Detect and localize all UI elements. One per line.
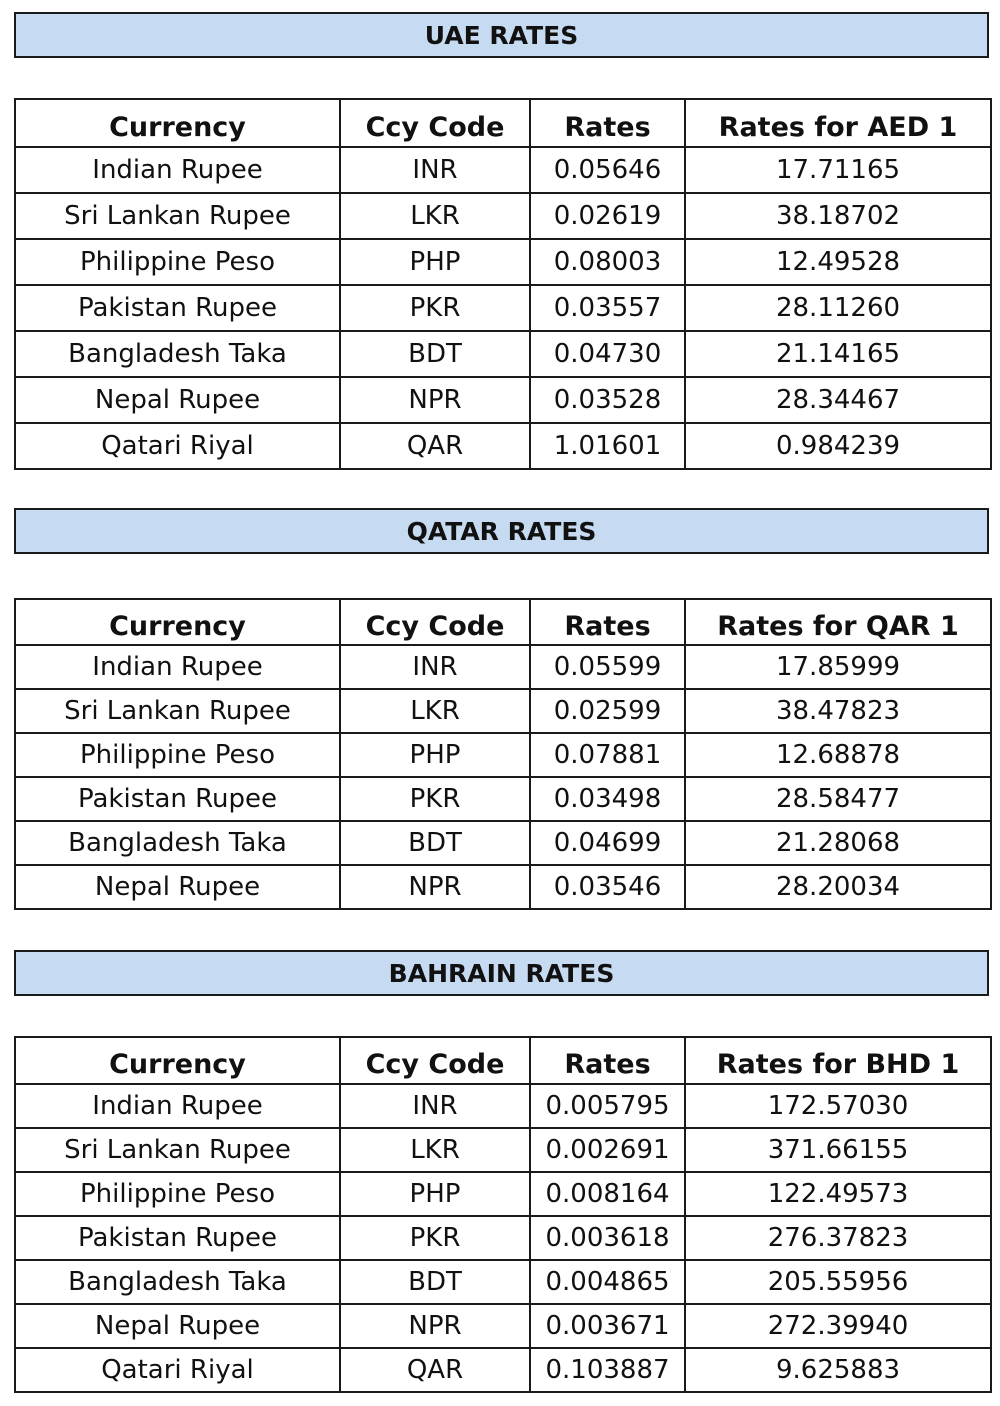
ccy-code: PHP: [340, 1172, 530, 1216]
table-row: [15, 645, 991, 689]
ccy-code: PKR: [340, 1216, 530, 1260]
rate-value: 0.07881: [530, 733, 685, 777]
rate-for-value: 371.66155: [685, 1128, 991, 1172]
currency-name: Sri Lankan Rupee: [15, 193, 340, 239]
table-row: [15, 865, 991, 909]
rate-for-value: 0.984239: [685, 423, 991, 469]
currency-name: Nepal Rupee: [15, 1304, 340, 1348]
currency-name: Bangladesh Taka: [15, 331, 340, 377]
uae-rates-table: [14, 98, 992, 470]
ccy-code: NPR: [340, 377, 530, 423]
table-row: [15, 1304, 991, 1348]
table-row: [15, 1348, 991, 1392]
rate-for-value: 38.18702: [685, 193, 991, 239]
currency-name: Philippine Peso: [15, 239, 340, 285]
ccy-code: BDT: [340, 331, 530, 377]
rate-for-value: 28.11260: [685, 285, 991, 331]
ccy-code: INR: [340, 147, 530, 193]
bahrain-rates-table: [14, 1036, 992, 1393]
ccy-code: PHP: [340, 239, 530, 285]
ccy-code: NPR: [340, 865, 530, 909]
currency-name: Bangladesh Taka: [15, 821, 340, 865]
rate-value: 0.02599: [530, 689, 685, 733]
rate-for-value: 17.85999: [685, 645, 991, 689]
table-row: [15, 1128, 991, 1172]
ccy-code: LKR: [340, 193, 530, 239]
table-header-row: [15, 599, 991, 645]
currency-name: Pakistan Rupee: [15, 1216, 340, 1260]
rate-value: 0.03528: [530, 377, 685, 423]
rate-for-value: 38.47823: [685, 689, 991, 733]
ccy-code: BDT: [340, 821, 530, 865]
rate-for-value: 12.68878: [685, 733, 991, 777]
currency-name: Nepal Rupee: [15, 377, 340, 423]
rate-for-value: 28.34467: [685, 377, 991, 423]
rate-for-value: 12.49528: [685, 239, 991, 285]
rate-for-value: 17.71165: [685, 147, 991, 193]
table-row: [15, 1216, 991, 1260]
rate-value: 0.005795: [530, 1084, 685, 1128]
ccy-code: QAR: [340, 1348, 530, 1392]
table-row: [15, 1172, 991, 1216]
rate-value: 0.03546: [530, 865, 685, 909]
rate-value: 0.04699: [530, 821, 685, 865]
table-row: [15, 147, 991, 193]
rate-value: 0.03498: [530, 777, 685, 821]
uae-rates-title: UAE RATES: [14, 12, 989, 58]
rate-value: 0.004865: [530, 1260, 685, 1304]
rate-for-value: 21.14165: [685, 331, 991, 377]
ccy-code: INR: [340, 645, 530, 689]
rate-for-value: 272.39940: [685, 1304, 991, 1348]
currency-name: Philippine Peso: [15, 1172, 340, 1216]
table-row: [15, 193, 991, 239]
rate-value: 0.04730: [530, 331, 685, 377]
rate-value: 0.103887: [530, 1348, 685, 1392]
table-row: [15, 689, 991, 733]
rate-for-value: 21.28068: [685, 821, 991, 865]
currency-name: Sri Lankan Rupee: [15, 689, 340, 733]
table-row: [15, 285, 991, 331]
ccy-code: LKR: [340, 689, 530, 733]
currency-header: Currency: [15, 99, 340, 147]
bahrain-rates-title: BAHRAIN RATES: [14, 950, 989, 996]
currency-name: Indian Rupee: [15, 1084, 340, 1128]
rate-value: 0.002691: [530, 1128, 685, 1172]
rate-for-value: 28.58477: [685, 777, 991, 821]
rates-header: Rates: [530, 99, 685, 147]
currency-header: Currency: [15, 1037, 340, 1084]
table-row: [15, 821, 991, 865]
currency-name: Qatari Riyal: [15, 1348, 340, 1392]
currency-name: Indian Rupee: [15, 645, 340, 689]
rate-value: 0.05599: [530, 645, 685, 689]
rate-for-value: 122.49573: [685, 1172, 991, 1216]
ccy-code: QAR: [340, 423, 530, 469]
currency-name: Sri Lankan Rupee: [15, 1128, 340, 1172]
rate-value: 1.01601: [530, 423, 685, 469]
currency-name: Pakistan Rupee: [15, 777, 340, 821]
rates-for-header: Rates for BHD 1: [685, 1037, 991, 1084]
rate-value: 0.003671: [530, 1304, 685, 1348]
currency-name: Qatari Riyal: [15, 423, 340, 469]
rate-for-value: 276.37823: [685, 1216, 991, 1260]
table-row: [15, 331, 991, 377]
table-row: [15, 777, 991, 821]
rate-value: 0.02619: [530, 193, 685, 239]
rate-value: 0.03557: [530, 285, 685, 331]
ccy-code: NPR: [340, 1304, 530, 1348]
rates-for-header: Rates for QAR 1: [685, 599, 991, 645]
qatar-rates-title: QATAR RATES: [14, 508, 989, 554]
table-header-row: [15, 99, 991, 147]
rate-value: 0.08003: [530, 239, 685, 285]
currency-name: Indian Rupee: [15, 147, 340, 193]
table-row: [15, 239, 991, 285]
currency-name: Bangladesh Taka: [15, 1260, 340, 1304]
rate-value: 0.008164: [530, 1172, 685, 1216]
rate-for-value: 205.55956: [685, 1260, 991, 1304]
ccy-code: BDT: [340, 1260, 530, 1304]
rate-for-value: 172.57030: [685, 1084, 991, 1128]
ccy-code: LKR: [340, 1128, 530, 1172]
ccy-code-header: Ccy Code: [340, 99, 530, 147]
rates-header: Rates: [530, 599, 685, 645]
table-row: [15, 1084, 991, 1128]
ccy-code-header: Ccy Code: [340, 599, 530, 645]
ccy-code: PHP: [340, 733, 530, 777]
ccy-code-header: Ccy Code: [340, 1037, 530, 1084]
rates-header: Rates: [530, 1037, 685, 1084]
qatar-rates-table: [14, 598, 992, 910]
table-row: [15, 423, 991, 469]
rates-for-header: Rates for AED 1: [685, 99, 991, 147]
ccy-code: PKR: [340, 285, 530, 331]
ccy-code: PKR: [340, 777, 530, 821]
table-row: [15, 377, 991, 423]
currency-header: Currency: [15, 599, 340, 645]
currency-name: Pakistan Rupee: [15, 285, 340, 331]
table-row: [15, 733, 991, 777]
rate-for-value: 9.625883: [685, 1348, 991, 1392]
currency-name: Nepal Rupee: [15, 865, 340, 909]
rate-value: 0.05646: [530, 147, 685, 193]
currency-name: Philippine Peso: [15, 733, 340, 777]
rate-for-value: 28.20034: [685, 865, 991, 909]
table-row: [15, 1260, 991, 1304]
rate-value: 0.003618: [530, 1216, 685, 1260]
table-header-row: [15, 1037, 991, 1084]
ccy-code: INR: [340, 1084, 530, 1128]
